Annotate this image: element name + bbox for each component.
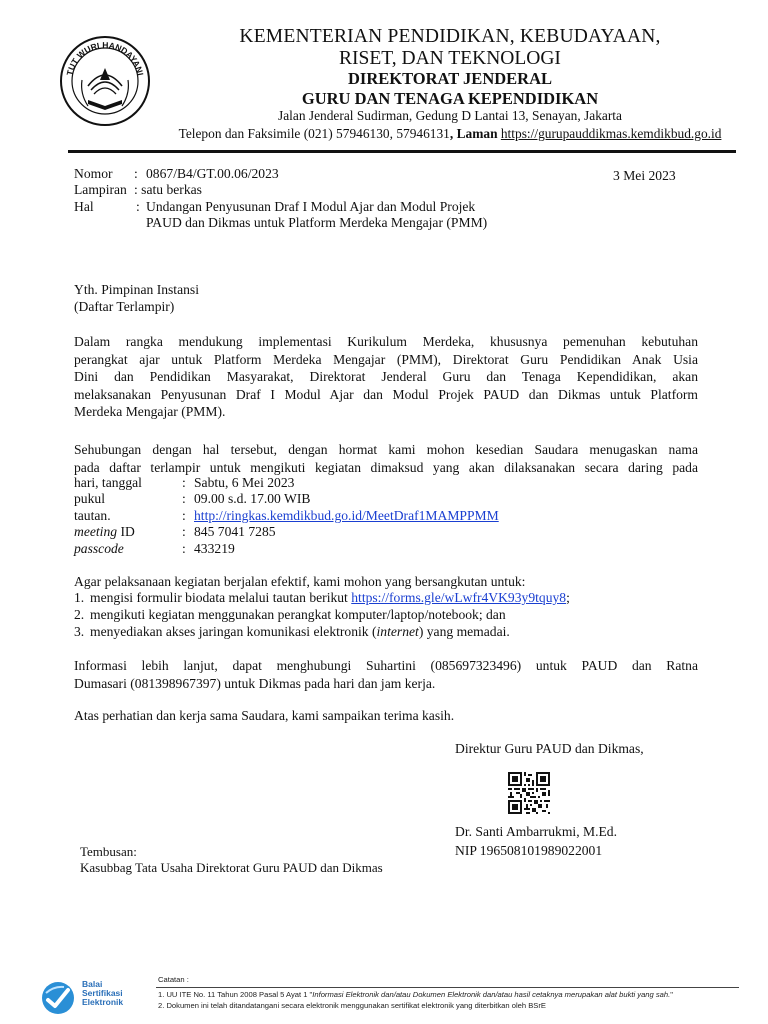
letter-date: 3 Mei 2023	[613, 168, 676, 183]
detail-separator: :	[182, 475, 186, 490]
list-number: 2.	[74, 607, 85, 622]
list-end: ;	[566, 590, 570, 605]
paragraph-line: perangkat ajar untuk Platform Merdeka Mengajar (PMM), Direktorat Guru Pendidikan Anak Usia	[74, 351, 698, 367]
detail-separator: :	[182, 524, 186, 539]
paragraph-request	[74, 441, 698, 476]
lampiran-label: Lampiran	[74, 182, 127, 197]
meeting-link[interactable]: http://ringkas.kemdikbud.go.id/MeetDraf1MAMPPMM	[194, 508, 499, 523]
detail-row-link	[74, 508, 499, 524]
phone-fax: Telepon dan Faksimile (021) 57946130, 57946131	[178, 126, 450, 141]
detail-value: Sabtu, 6 Mei 2023	[194, 475, 295, 490]
lampiran-value: : satu berkas	[134, 182, 202, 197]
detail-label: hari, tanggal	[74, 475, 142, 490]
detail-separator: :	[182, 541, 186, 556]
tut-wuri-handayani-logo	[58, 34, 152, 128]
paragraph-line: Merdeka Mengajar (PMM).	[74, 404, 226, 420]
list-text: mengisi formulir biodata melalui tautan berikut	[90, 590, 352, 605]
laman-label: , Laman	[449, 126, 501, 141]
bsre-logo-icon	[40, 980, 76, 1016]
detail-value: 845 7041 7285	[194, 524, 276, 539]
list-text: menyediakan akses jaringan komunikasi elektronik (	[90, 624, 377, 639]
paragraph-line: Sehubungan dengan hal tersebut, dengan hormat kami mohon kesedian Saudara menugaskan nama	[74, 442, 698, 457]
office-contact	[150, 126, 750, 142]
nomor-value: 0867/B4/GT.00.06/2023	[146, 166, 279, 181]
ministry-name-line1: KEMENTERIAN PENDIDIKAN, KEBUDAYAAN,	[239, 26, 661, 47]
list-number: 3.	[74, 624, 85, 639]
detail-row-meeting-id	[74, 524, 276, 540]
bsre-name: Balai Sertifikasi Elektronik	[82, 979, 124, 1007]
biodata-form-link[interactable]: https://forms.gle/wLwfr4VK93y9tquy8	[351, 590, 567, 605]
list-number: 1.	[74, 590, 85, 605]
signature-qr-code	[508, 772, 550, 814]
catatan-label: Catatan :	[158, 975, 189, 984]
list-text: ) yang memadai.	[418, 624, 510, 639]
directorate-general-line2: GURU DAN TENAGA KEPENDIDIKAN	[301, 89, 599, 108]
nomor-separator: :	[134, 166, 138, 181]
directorate-general-line1: DIREKTORAT JENDERAL	[347, 69, 552, 88]
request-item-1	[74, 590, 570, 606]
request-intro: Agar pelaksanaan kegiatan berjalan efektif, kami mohon yang bersangkutan untuk:	[74, 574, 526, 589]
ministry-name-line2: RISET, DAN TEKNOLOGI	[339, 48, 561, 69]
detail-label: meeting ID	[74, 524, 135, 539]
paragraph-contact	[74, 657, 698, 692]
recipient-line-1: Yth. Pimpinan Instansi	[74, 282, 199, 297]
signatory-nip: NIP 196508101989022001	[455, 843, 603, 858]
footer-note-1: 1. UU ITE No. 11 Tahun 2008 Pasal 5 Ayat 1 "Informasi Elektronik dan/atau Dokumen Elektronik dan/atau hasil cetaknya merupakan alat bukti yang sah."	[158, 990, 673, 999]
request-item-2	[74, 607, 506, 623]
detail-row-date	[74, 475, 294, 491]
paragraph-line: Dalam rangka mendukung implementasi Kurikulum Merdeka, khususnya pemenuhan kebutuhan	[74, 334, 698, 349]
detail-label: tautan.	[74, 508, 111, 523]
office-address: Jalan Jenderal Sudirman, Gedung D Lantai 13, Senayan, Jakarta	[278, 108, 622, 123]
tembusan-recipient: Kasubbag Tata Usaha Direktorat Guru PAUD dan Dikmas	[80, 860, 383, 875]
website-link[interactable]: https://gurupauddikmas.kemdikbud.go.id	[500, 126, 722, 141]
detail-separator: :	[182, 508, 186, 523]
hal-line-2: PAUD dan Dikmas untuk Platform Merdeka Mengajar (PMM)	[146, 215, 488, 230]
detail-value: 09.00 s.d. 17.00 WIB	[194, 491, 311, 506]
hal-line-1: Undangan Penyusunan Draf I Modul Ajar dan Modul Projek	[146, 199, 476, 214]
paragraph-intro	[74, 333, 698, 421]
detail-value: 433219	[194, 541, 235, 556]
detail-row-time	[74, 491, 310, 507]
paragraph-line: Informasi lebih lanjut, dapat menghubungi Suhartini (085697323496) untuk PAUD dan Ratna	[74, 658, 698, 673]
hal-separator: :	[136, 199, 140, 214]
list-text-italic: internet	[376, 624, 419, 639]
recipient-line-2: (Daftar Terlampir)	[74, 299, 175, 314]
paragraph-line: melaksanakan Penyusunan Draf I Modul Ajar dan Modul Projek PAUD dan Dikmas untuk Platform	[74, 386, 698, 402]
closing-sentence: Atas perhatian dan kerja sama Saudara, kami sampaikan terima kasih.	[74, 708, 455, 723]
signatory-name: Dr. Santi Ambarrukmi, M.Ed.	[455, 824, 617, 839]
list-text: mengikuti kegiatan menggunakan perangkat komputer/laptop/notebook; dan	[90, 607, 506, 622]
signatory-title: Direktur Guru PAUD dan Dikmas,	[455, 741, 644, 756]
letterhead-divider	[68, 150, 736, 153]
detail-label: passcode	[74, 541, 124, 556]
request-item-3	[74, 624, 510, 640]
svg-text:TUT WURI HANDAYANI: TUT WURI HANDAYANI	[64, 39, 146, 77]
hal-label: Hal	[74, 199, 94, 214]
detail-label: pukul	[74, 491, 105, 506]
paragraph-line: Dumasari (081398967397) untuk Dikmas pada hari dan jam kerja.	[74, 675, 436, 691]
paragraph-line: pada daftar terlampir untuk mengikuti kegiatan dimaksud yang akan dilaksanakan secara daring pada	[74, 459, 698, 475]
footer-note-2: 2. Dokumen ini telah ditandatangani secara elektronik menggunakan sertifikat elektronik yang diterbitkan oleh BSrE	[158, 1001, 546, 1010]
tembusan-label: Tembusan:	[80, 844, 137, 859]
detail-separator: :	[182, 491, 186, 506]
paragraph-line: Dini dan Pendidikan Masyarakat, Direktorat Jenderal Guru dan Tenaga Kependidikan, akan	[74, 369, 698, 385]
footer-divider	[156, 987, 739, 988]
detail-row-passcode	[74, 541, 235, 557]
nomor-label: Nomor	[74, 166, 113, 181]
